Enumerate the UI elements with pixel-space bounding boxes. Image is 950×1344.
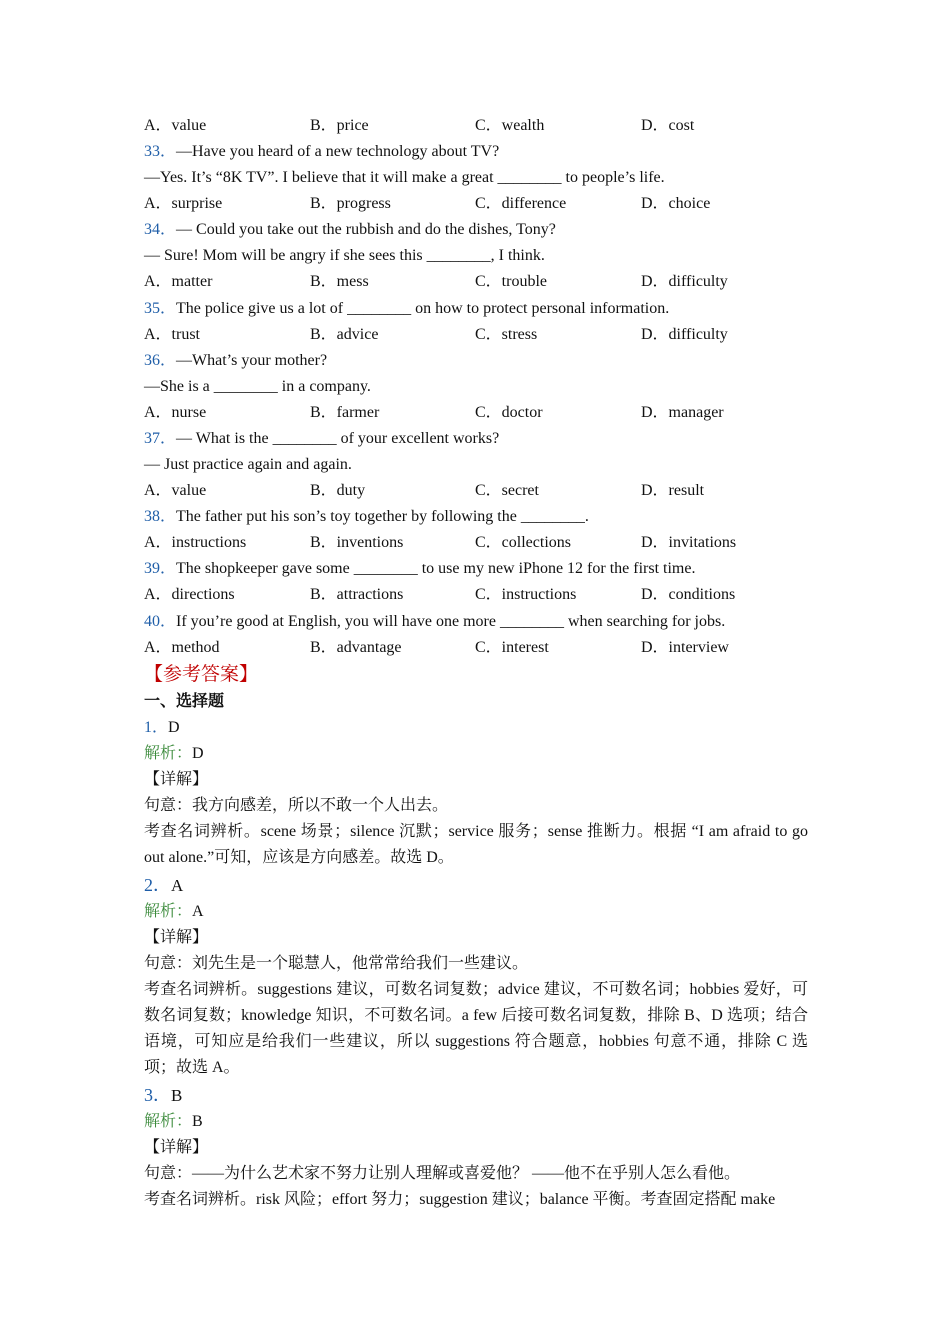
q39-number: 39． <box>144 560 177 578</box>
q37-option-a: A．value <box>144 481 207 499</box>
answer-1-analysis: 考查名词辨析。scene 场景；silence 沉默；service 服务；sense 推断力。根据 “I am afraid to go out alone.”可知，应该是方向感差。故选 D。 <box>144 822 808 866</box>
q37-option-c: C．secret <box>475 481 539 499</box>
answer-2-jiexi-label: 解析： <box>144 902 193 920</box>
answer-1-jiexi-value: D <box>192 744 204 762</box>
q38-line1: The father put his son’s toy together by following the ________. <box>176 508 589 526</box>
q36-stem <box>144 348 808 374</box>
answer-2-number: 2． <box>144 874 171 895</box>
q40-options <box>144 635 808 661</box>
answer-3-detail-label: 【详解】 <box>144 1138 209 1156</box>
answer-3-jiexi-value: B <box>192 1112 203 1130</box>
answer-3-header <box>144 1081 808 1109</box>
answer-3-number: 3． <box>144 1084 171 1105</box>
q33-options <box>144 191 808 217</box>
q34-options <box>144 269 808 295</box>
answer-3-meaning: 句意：——为什么艺术家不努力让别人理解或喜爱他？ ——他不在乎别人怎么看他。 <box>144 1164 741 1182</box>
answer-1-detail-label: 【详解】 <box>144 770 209 788</box>
q32-option-a: A．value <box>144 117 207 134</box>
q39-option-a: A．directions <box>144 586 235 604</box>
q38-option-a: A．instructions <box>144 534 247 552</box>
q35-line1: The police give us a lot of ________ on how to protect personal information. <box>176 299 670 317</box>
answer-2-analysis: 考查名词辨析。suggestions 建议，可数名词复数；advice 建议，不可数名词；hobbies 爱好，可数名词复数；knowledge 知识，不可数名词。a few 后接可数名词复数，排除 B、D 选项；结合语境，可知应是给我们一些建议，所以 suggestions 符合题意，hobbies 句意不通，排除 C 选项；故选 A。 <box>144 980 808 1076</box>
q32-option-c: C．wealth <box>475 117 545 134</box>
q39-options <box>144 582 808 608</box>
q37-option-b: B．duty <box>310 481 366 499</box>
answer-1-jiexi-label: 解析： <box>144 744 193 762</box>
q38-stem <box>144 504 808 530</box>
q36-option-c: C．doctor <box>475 403 543 421</box>
q36-option-a: A．nurse <box>144 403 207 421</box>
q35-options <box>144 322 808 348</box>
q36-number: 36． <box>144 351 177 369</box>
q34-number: 34． <box>144 221 177 239</box>
answer-2-header <box>144 871 808 899</box>
q39-option-c: C．instructions <box>475 586 577 604</box>
q35-option-c: C．stress <box>475 325 538 343</box>
q35-option-b: B．advice <box>310 325 379 343</box>
answer-1-number: 1． <box>144 718 169 736</box>
q35-option-a: A．trust <box>144 325 201 343</box>
answer-3-jiexi <box>144 1109 808 1135</box>
q36-line1: —What’s your mother? <box>176 351 328 369</box>
answer-3-letter: B <box>171 1085 183 1105</box>
q40-option-a: A．method <box>144 638 220 656</box>
q37-line1: — What is the ________ of your excellent works? <box>176 429 500 447</box>
q34-option-a: A．matter <box>144 273 213 291</box>
q39-option-d: D．conditions <box>641 586 736 604</box>
answer-2-detail-label: 【详解】 <box>144 928 209 946</box>
q38-option-b: B．inventions <box>310 534 404 552</box>
q33-option-b: B．progress <box>310 195 391 213</box>
q39-option-b: B．attractions <box>310 586 404 604</box>
answer-2-jiexi <box>144 899 808 925</box>
q38-option-d: D．invitations <box>641 534 737 552</box>
answer-2-jiexi-value: A <box>192 902 204 920</box>
q34-line2: — Sure! Mom will be angry if she sees this ________, I think. <box>144 247 545 265</box>
q40-option-d: D．interview <box>641 638 729 656</box>
q34-option-b: B．mess <box>310 273 369 291</box>
q35-option-d: D．difficulty <box>641 325 728 343</box>
q35-stem <box>144 296 808 322</box>
answer-3-jiexi-label: 解析： <box>144 1112 193 1130</box>
answer-1-jiexi <box>144 741 808 767</box>
answers-heading: 【参考答案】 <box>144 663 259 685</box>
q34-stem <box>144 217 808 243</box>
q36-option-d: D．manager <box>641 403 724 421</box>
q40-option-b: B．advantage <box>310 638 402 656</box>
q33-stem <box>144 139 808 165</box>
answer-1-letter: D <box>168 718 180 736</box>
q33-line1: —Have you heard of a new technology about TV? <box>176 143 500 161</box>
q40-option-c: C．interest <box>475 638 549 656</box>
q33-option-d: D．choice <box>641 195 711 213</box>
q38-number: 38． <box>144 508 177 526</box>
answer-1-meaning: 句意：我方向感差，所以不敢一个人出去。 <box>144 796 449 814</box>
q37-line2: — Just practice again and again. <box>144 455 352 473</box>
q35-number: 35． <box>144 299 177 317</box>
q33-line2: —Yes. It’s “8K TV”. I believe that it will make a great ________ to people’s life. <box>144 169 665 187</box>
q38-options <box>144 530 808 556</box>
q36-line2: —She is a ________ in a company. <box>144 377 371 395</box>
q33-number: 33． <box>144 143 177 161</box>
answer-2-letter: A <box>171 875 184 895</box>
q36-options <box>144 400 808 426</box>
q39-line1: The shopkeeper gave some ________ to use my new iPhone 12 for the first time. <box>176 560 696 578</box>
answer-3-analysis: 考查名词辨析。risk 风险；effort 努力；suggestion 建议；balance 平衡。考查固定搭配 make <box>144 1190 776 1208</box>
answer-2-meaning: 句意：刘先生是一个聪慧人，他常常给我们一些建议。 <box>144 954 529 972</box>
q33-option-c: C．difference <box>475 195 567 213</box>
q34-option-c: C．trouble <box>475 273 547 291</box>
q32-option-d: D．cost <box>641 117 695 134</box>
q37-stem <box>144 426 808 452</box>
q34-line1: — Could you take out the rubbish and do the dishes, Tony? <box>176 221 556 239</box>
q34-option-d: D．difficulty <box>641 273 728 291</box>
q36-option-b: B．farmer <box>310 403 380 421</box>
q40-stem <box>144 609 808 635</box>
q40-number: 40． <box>144 612 177 630</box>
q38-option-c: C．collections <box>475 534 571 552</box>
answer-1-header <box>144 715 808 741</box>
q32-options <box>144 113 808 139</box>
q37-options <box>144 478 808 504</box>
q32-option-b: B．price <box>310 117 369 134</box>
q37-option-d: D．result <box>641 481 705 499</box>
document-page <box>144 113 808 1213</box>
q33-option-a: A．surprise <box>144 195 223 213</box>
q40-line1: If you’re good at English, you will have one more ________ when searching for jobs. <box>176 612 726 630</box>
q39-stem <box>144 556 808 582</box>
answers-section-title: 一、选择题 <box>144 692 225 710</box>
q37-number: 37． <box>144 429 177 447</box>
